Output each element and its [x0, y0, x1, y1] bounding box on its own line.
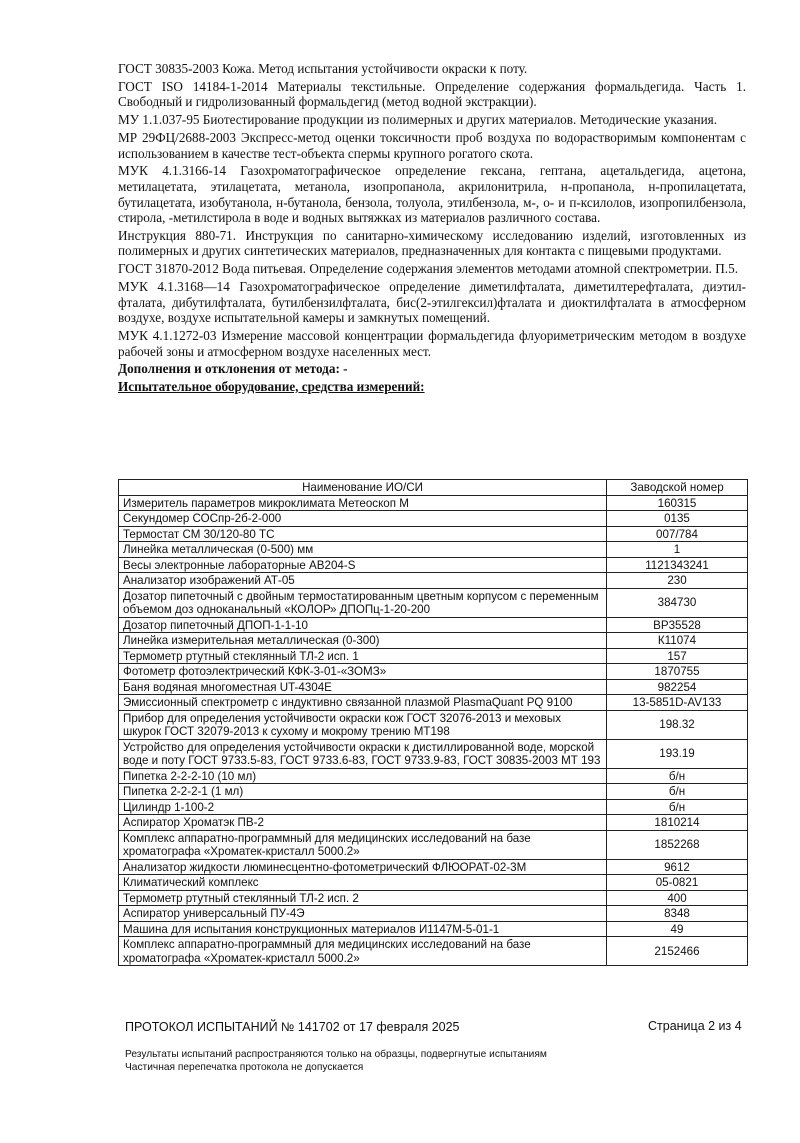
serial-number-cell: 230 [607, 573, 748, 589]
equipment-name-cell: Анализатор жидкости люминесцентно-фотометрический ФЛЮОРАТ-02-3М [119, 859, 607, 875]
equipment-name-cell: Цилиндр 1-100-2 [119, 799, 607, 815]
serial-number-cell: 400 [607, 890, 748, 906]
equipment-name-cell: Термометр ртутный стеклянный ТЛ-2 исп. 2 [119, 890, 607, 906]
serial-number-cell: б/н [607, 799, 748, 815]
serial-number-cell: 9612 [607, 859, 748, 875]
serial-number-cell: ВР35528 [607, 617, 748, 633]
table-row [119, 526, 748, 542]
table-row [119, 815, 748, 831]
serial-number-cell: 13-5851D-AV133 [607, 695, 748, 711]
serial-number-cell: 384730 [607, 588, 748, 617]
serial-number-cell: 1870755 [607, 664, 748, 680]
table-row [119, 617, 748, 633]
table-row [119, 588, 748, 617]
equipment-name-cell: Комплекс аппаратно-программный для медицинских исследований на базе хроматографа «Хроматек-кристалл 5000.2» [119, 830, 607, 859]
equipment-heading: Испытательное оборудование, средства измерений: [118, 378, 425, 394]
equipment-name-cell: Пипетка 2-2-2-10 (10 мл) [119, 768, 607, 784]
reference-item: МУ 1.1.037-95 Биотестирование продукции из полимерных и других материалов. Методические указания. [118, 112, 718, 128]
table-row [119, 557, 748, 573]
table-row [119, 664, 748, 680]
normative-references [118, 61, 746, 396]
equipment-name-cell: Весы электронные лабораторные АВ204-S [119, 557, 607, 573]
serial-number-cell: К11074 [607, 633, 748, 649]
table-row [119, 768, 748, 784]
reference-item: МУК 4.1.3168—14 Газохроматографическое определение диметилфталата, диметилтерефталата, диэтил-фталата, дибутилфталата, бутилбензилфталата, бис(2-этилгексил)фталата и диоктилфталата в атмосферном воздухе, воздухе испытательной камеры и замкнутых помещений. [118, 279, 746, 326]
equipment-name-cell: Машина для испытания конструкционных материалов И1147М-5-01-1 [119, 921, 607, 937]
table-row [119, 573, 748, 589]
table-row [119, 784, 748, 800]
serial-number-cell: 05-0821 [607, 875, 748, 891]
page-number: Страница 2 из 4 [648, 1019, 742, 1033]
table-row [119, 511, 748, 527]
serial-number-cell: б/н [607, 768, 748, 784]
equipment-name-cell: Комплекс аппаратно-программный для медицинских исследований на базе хроматографа «Хроматек-кристалл 5000.2» [119, 937, 607, 966]
equipment-table-body [119, 495, 748, 966]
table-row [119, 633, 748, 649]
equipment-table [118, 479, 748, 966]
footer-note-line: Частичная перепечатка протокола не допускается [125, 1061, 364, 1073]
reference-item: МР 29ФЦ/2688-2003 Экспресс-метод оценки токсичности проб воздуха по водорастворимым компонентам с использованием в качестве тест-объекта спермы крупного рогатого скота. [118, 129, 746, 161]
equipment-name-cell: Баня водяная многоместная UT-4304E [119, 679, 607, 695]
equipment-name-cell: Линейка измерительная металлическая (0-300) [119, 633, 607, 649]
serial-number-cell: 0135 [607, 511, 748, 527]
table-row [119, 875, 748, 891]
footer-note-line: Результаты испытаний распространяются только на образцы, подвергнутые испытаниям [125, 1049, 547, 1060]
serial-number-cell: б/н [607, 784, 748, 800]
equipment-name-cell: Термометр ртутный стеклянный ТЛ-2 исп. 1 [119, 648, 607, 664]
equipment-name-cell: Климатический комплекс [119, 875, 607, 891]
reference-item: МУК 4.1.3166-14 Газохроматографическое определение гексана, гептана, ацетальдегида, ацетона, метилацетата, этилацетата, метанола, изопропанола, акрилонитрила, н-пропанола, н-пропилацетата, бутилацетата, изобутанола, н-бутанола, бензола, толуола, этилбензола, м-, о- и п-ксилолов, изопропилбензола, стирола, -метилстирола в воде и водных вытяжках из материалов различного состава. [118, 163, 746, 226]
equipment-name-cell: Эмиссионный спектрометр с индуктивно связанной плазмой PlasmaQuant PQ 9100 [119, 695, 607, 711]
serial-number-cell: 007/784 [607, 526, 748, 542]
column-header-serial: Заводской номер [607, 480, 748, 496]
table-row [119, 542, 748, 558]
equipment-name-cell: Аспиратор универсальный ПУ-4Э [119, 906, 607, 922]
table-row [119, 906, 748, 922]
reference-item: ГОСТ ISO 14184-1-2014 Материалы текстильные. Определение содержания формальдегида. Часть 1. Свободный и гидролизованный формальдегид (метод водной экстракции). [118, 78, 746, 110]
equipment-name-cell: Устройство для определения устойчивости окраски к дистиллированной воде, морской воде и поту ГОСТ 9733.5-83, ГОСТ 9733.6-83, ГОСТ 9733.9-83, ГОСТ 30835-2003 МТ 193 [119, 739, 607, 768]
serial-number-cell: 1 [607, 542, 748, 558]
equipment-name-cell: Фотометр фотоэлектрический КФК-3-01-«ЗОМЗ» [119, 664, 607, 680]
table-header-row [119, 480, 748, 496]
equipment-name-cell: Линейка металлическая (0-500) мм [119, 542, 607, 558]
table-row [119, 648, 748, 664]
equipment-name-cell: Дозатор пипеточный ДПОП-1-1-10 [119, 617, 607, 633]
table-row [119, 799, 748, 815]
serial-number-cell: 49 [607, 921, 748, 937]
reference-item: ГОСТ 30835-2003 Кожа. Метод испытания устойчивости окраски к поту. [118, 61, 528, 76]
serial-number-cell: 1121343241 [607, 557, 748, 573]
equipment-name-cell: Прибор для определения устойчивости окраски кож ГОСТ 32076-2013 и меховых шкурок ГОСТ 32079-2013 к сухому и мокрому трению МТ198 [119, 710, 607, 739]
column-header-name: Наименование ИО/СИ [119, 480, 607, 496]
reference-item: МУК 4.1.1272-03 Измерение массовой концентрации формальдегида флуориметрическим методом в воздухе рабочей зоны и атмосферном воздухе населенных мест. [118, 328, 746, 359]
equipment-name-cell: Термостат СМ 30/120-80 ТС [119, 526, 607, 542]
table-row [119, 937, 748, 966]
reference-item: Инструкция 880-71. Инструкция по санитарно-химическому исследованию изделий, изготовленных из полимерных и других синтетических материалов, предназначенных для контакта с пищевыми продуктами. [118, 227, 746, 259]
table-row [119, 859, 748, 875]
serial-number-cell: 8348 [607, 906, 748, 922]
equipment-name-cell: Измеритель параметров микроклимата Метеоскоп М [119, 495, 607, 511]
footer-notes [125, 1049, 547, 1074]
serial-number-cell: 160315 [607, 495, 748, 511]
equipment-name-cell: Пипетка 2-2-2-1 (1 мл) [119, 784, 607, 800]
equipment-name-cell: Аспиратор Хроматэк ПВ-2 [119, 815, 607, 831]
serial-number-cell: 982254 [607, 679, 748, 695]
table-row [119, 739, 748, 768]
table-row [119, 921, 748, 937]
serial-number-cell: 193.19 [607, 739, 748, 768]
reference-item: ГОСТ 31870-2012 Вода питьевая. Определение содержания элементов методами атомной спектрометрии. П.5. [118, 261, 738, 277]
serial-number-cell: 2152466 [607, 937, 748, 966]
serial-number-cell: 198.32 [607, 710, 748, 739]
serial-number-cell: 1852268 [607, 830, 748, 859]
table-row [119, 890, 748, 906]
equipment-name-cell: Дозатор пипеточный с двойным термостатированным цветным корпусом с переменным объемом доз одноканальный «КОЛОР» ДПОПц-1-20-200 [119, 588, 607, 617]
table-row [119, 830, 748, 859]
table-row [119, 495, 748, 511]
equipment-name-cell: Анализатор изображений АТ-05 [119, 573, 607, 589]
serial-number-cell: 157 [607, 648, 748, 664]
table-row [119, 710, 748, 739]
table-row [119, 695, 748, 711]
protocol-number: ПРОТОКОЛ ИСПЫТАНИЙ № 141702 от 17 февраля 2025 [125, 1020, 460, 1034]
serial-number-cell: 1810214 [607, 815, 748, 831]
table-row [119, 679, 748, 695]
additions-heading: Дополнения и отклонения от метода: - [118, 361, 348, 377]
equipment-name-cell: Секундомер СОСпр-2б-2-000 [119, 511, 607, 527]
